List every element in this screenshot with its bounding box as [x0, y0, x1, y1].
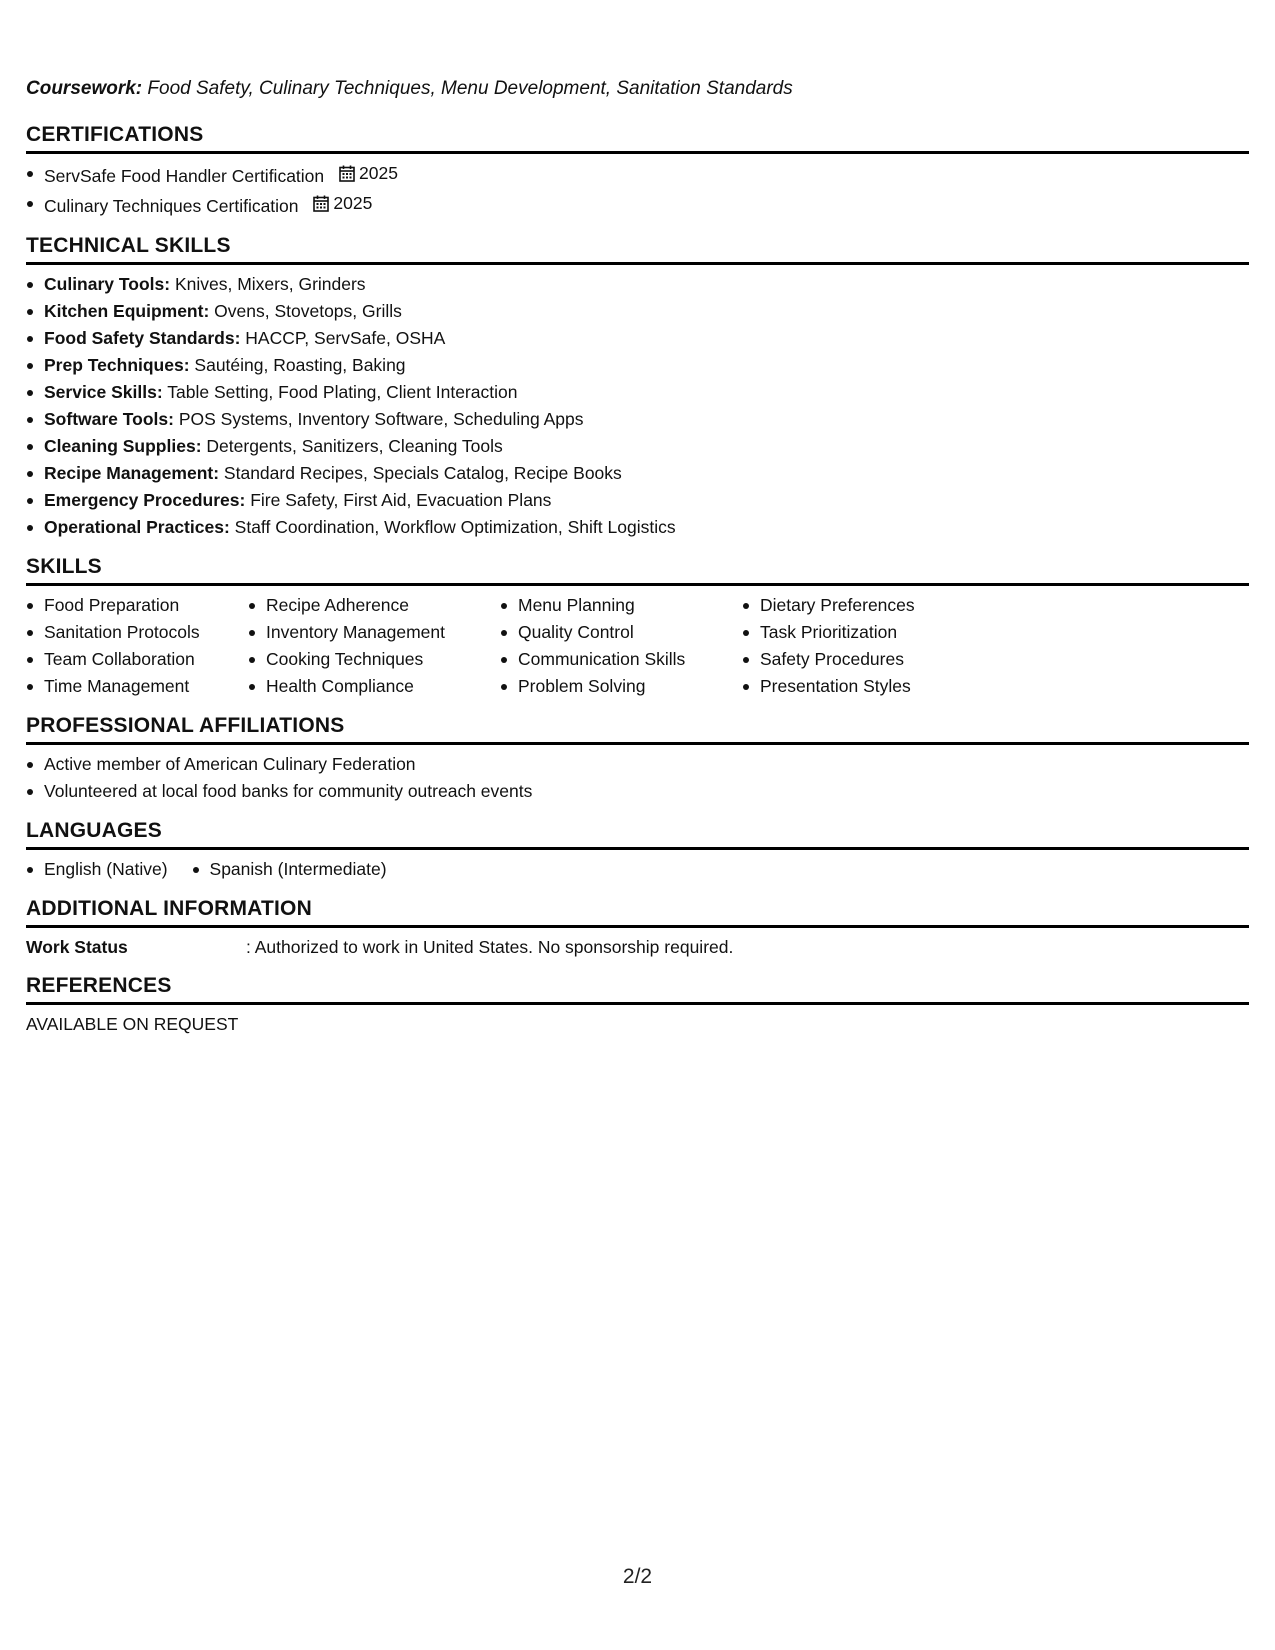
technical-skill-item: [44, 460, 1249, 487]
technical-skills-section: [26, 232, 1249, 541]
skill-item: Safety Procedures: [760, 646, 960, 673]
skills-column: [248, 592, 476, 700]
affiliations-list: [26, 751, 1249, 805]
skills-title: SKILLS: [26, 553, 1249, 586]
technical-skill-value: Ovens, Stovetops, Grills: [214, 301, 402, 321]
work-status-row: [26, 934, 1249, 960]
additional-info-section: [26, 895, 1249, 960]
technical-skill-label: Service Skills:: [44, 382, 163, 402]
technical-skills-title: TECHNICAL SKILLS: [26, 232, 1249, 265]
references-text: AVAILABLE ON REQUEST: [26, 1014, 239, 1034]
languages-section: [26, 817, 1249, 883]
technical-skill-value: Table Setting, Food Plating, Client Interaction: [167, 382, 518, 402]
certification-year: 2025: [333, 193, 373, 213]
certification-name: Culinary Techniques Certification: [44, 196, 299, 216]
calendar-icon: [313, 195, 329, 212]
certifications-title: CERTIFICATIONS: [26, 121, 1249, 154]
references-section: [26, 972, 1249, 1037]
skill-item: Cooking Techniques: [266, 646, 476, 673]
skill-item: Quality Control: [518, 619, 718, 646]
skills-column: [742, 592, 960, 700]
coursework-label: Coursework:: [26, 78, 143, 99]
certifications-list: [26, 160, 1249, 220]
resume-page: [26, 76, 1249, 1049]
certification-item: [44, 190, 1249, 220]
technical-skill-item: [44, 271, 1249, 298]
technical-skill-label: Prep Techniques:: [44, 355, 190, 375]
skill-item: Dietary Preferences: [760, 592, 960, 619]
coursework-line: [26, 76, 1249, 102]
certification-item: [44, 160, 1249, 190]
coursework-text: Food Safety, Culinary Techniques, Menu Development, Sanitation Standards: [147, 78, 793, 99]
affiliations-title: PROFESSIONAL AFFILIATIONS: [26, 712, 1249, 745]
affiliation-item: Volunteered at local food banks for community outreach events: [44, 778, 1249, 805]
skills-column: [26, 592, 224, 700]
technical-skill-label: Cleaning Supplies:: [44, 436, 202, 456]
skills-column: [500, 592, 718, 700]
technical-skill-value: HACCP, ServSafe, OSHA: [245, 328, 446, 348]
technical-skill-label: Emergency Procedures:: [44, 490, 246, 510]
technical-skill-item: [44, 406, 1249, 433]
language-item: English (Native): [44, 856, 168, 883]
skill-item: Menu Planning: [518, 592, 718, 619]
languages-list: [26, 856, 1249, 883]
technical-skill-value: Staff Coordination, Workflow Optimization, Shift Logistics: [234, 517, 676, 537]
skill-item: Time Management: [44, 673, 224, 700]
skill-item: Sanitation Protocols: [44, 619, 224, 646]
skills-grid: [26, 592, 1249, 700]
skill-item: Team Collaboration: [44, 646, 224, 673]
technical-skill-label: Operational Practices:: [44, 517, 230, 537]
technical-skill-item: [44, 325, 1249, 352]
technical-skill-value: Sautéing, Roasting, Baking: [194, 355, 406, 375]
technical-skill-item: [44, 433, 1249, 460]
technical-skill-label: Culinary Tools:: [44, 274, 171, 294]
skill-item: Task Prioritization: [760, 619, 960, 646]
technical-skill-value: Knives, Mixers, Grinders: [174, 274, 366, 294]
technical-skill-item: [44, 514, 1249, 541]
skill-item: Health Compliance: [266, 673, 476, 700]
technical-skill-value: POS Systems, Inventory Software, Scheduling Apps: [178, 409, 584, 429]
page-number: 2/2: [622, 1565, 653, 1588]
affiliation-item: Active member of American Culinary Federation: [44, 751, 1249, 778]
technical-skills-list: [26, 271, 1249, 541]
technical-skill-label: Kitchen Equipment:: [44, 301, 210, 321]
certification-date: [313, 190, 372, 217]
work-status-label: Work Status: [26, 937, 128, 957]
technical-skill-value: Standard Recipes, Specials Catalog, Recipe Books: [223, 463, 622, 483]
skills-section: [26, 553, 1249, 700]
technical-skill-label: Food Safety Standards:: [44, 328, 241, 348]
technical-skill-label: Recipe Management:: [44, 463, 220, 483]
technical-skill-value: Detergents, Sanitizers, Cleaning Tools: [206, 436, 503, 456]
skill-item: Inventory Management: [266, 619, 476, 646]
technical-skill-item: [44, 487, 1249, 514]
technical-skill-item: [44, 352, 1249, 379]
language-item: Spanish (Intermediate): [210, 856, 387, 883]
certification-name: ServSafe Food Handler Certification: [44, 166, 325, 186]
skill-item: Recipe Adherence: [266, 592, 476, 619]
technical-skill-item: [44, 379, 1249, 406]
languages-title: LANGUAGES: [26, 817, 1249, 850]
technical-skill-value: Fire Safety, First Aid, Evacuation Plans: [250, 490, 552, 510]
certification-date: [339, 160, 398, 187]
work-status-value: : Authorized to work in United States. No sponsorship required.: [246, 937, 734, 957]
additional-info-title: ADDITIONAL INFORMATION: [26, 895, 1249, 928]
skill-item: Communication Skills: [518, 646, 718, 673]
skill-item: Presentation Styles: [760, 673, 960, 700]
technical-skill-item: [44, 298, 1249, 325]
references-title: REFERENCES: [26, 972, 1249, 1005]
skill-item: Problem Solving: [518, 673, 718, 700]
skill-item: Food Preparation: [44, 592, 224, 619]
certification-year: 2025: [359, 163, 398, 183]
affiliations-section: [26, 712, 1249, 805]
technical-skill-label: Software Tools:: [44, 409, 174, 429]
calendar-icon: [339, 165, 355, 182]
certifications-section: [26, 121, 1249, 220]
